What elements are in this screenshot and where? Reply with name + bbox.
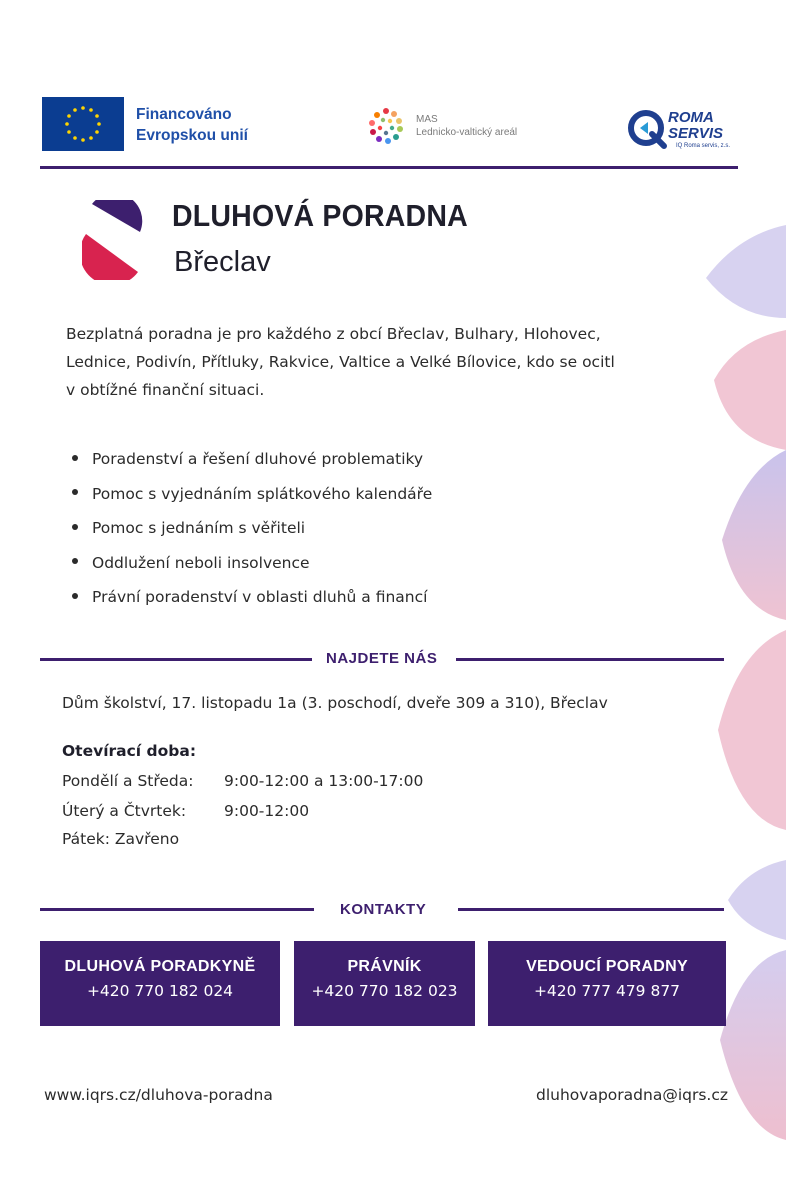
list-item	[72, 511, 432, 546]
contact-role: DLUHOVÁ PORADKYNĚ	[64, 958, 256, 975]
contacts-divider-right	[458, 908, 724, 911]
eu-line-1: Financováno	[136, 106, 232, 123]
hours-days: Pátek: Zavřeno	[62, 830, 180, 848]
address: Dům školství, 17. listopadu 1a (3. poschodí, dveře 309 a 310), Břeclav	[62, 694, 608, 712]
contact-role: PRÁVNÍK	[347, 958, 422, 975]
eu-flag-icon	[42, 97, 124, 151]
find-us-heading: NAJDETE NÁS	[326, 650, 438, 667]
contact-role: VEDOUCÍ PORADNY	[526, 958, 688, 975]
service-text: Právní poradenství v oblasti dluhů a financí	[92, 588, 428, 606]
contact-card-head	[488, 941, 726, 1026]
contacts-heading: KONTAKTY	[340, 901, 427, 918]
deco-shape-6	[720, 950, 786, 1140]
list-item	[72, 580, 432, 615]
service-text: Poradenství a řešení dluhové problematiky	[92, 450, 424, 468]
deco-shape-2	[714, 330, 786, 450]
deco-shape-3	[722, 450, 786, 620]
mas-line-1: MAS	[416, 114, 438, 125]
eu-line-2: Evropskou unií	[136, 127, 248, 144]
dluhova-poradna-logo-icon	[82, 200, 144, 280]
eu-funding-label	[136, 104, 248, 146]
mas-line-2: Lednicko-valtický areál	[416, 127, 518, 138]
service-text: Oddlužení neboli insolvence	[92, 553, 310, 572]
services-list	[72, 442, 432, 615]
deco-shape-4	[718, 630, 786, 830]
list-item	[72, 546, 432, 581]
roma-line-1: ROMA	[668, 109, 714, 126]
bullet-icon	[72, 558, 78, 564]
header-divider	[40, 166, 738, 169]
contact-card-debt-advisor	[40, 941, 280, 1026]
roma-servis-logo-icon	[626, 108, 670, 152]
hours-row-tue-thu	[62, 802, 310, 820]
find-us-divider-left	[40, 658, 312, 661]
page-subtitle: Břeclav	[174, 246, 271, 278]
contacts-divider-left	[40, 908, 314, 911]
roma-line-2: SERVIS	[668, 125, 724, 142]
service-text: Pomoc s vyjednáním splátkového kalendáře	[92, 484, 433, 503]
bullet-icon	[72, 455, 78, 461]
contact-phone[interactable]: +420 777 479 877	[533, 982, 681, 1000]
intro-line-2: Lednice, Podivín, Přítluky, Rakvice, Valtice a Velké Bílovice, kdo se ocitl	[66, 353, 615, 371]
find-us-divider-right	[456, 658, 724, 661]
email-link[interactable]: dluhovaporadna@iqrs.cz	[536, 1086, 728, 1104]
intro-line-1: Bezplatná poradna je pro každého z obcí Břeclav, Bulhary, Hlohovec,	[66, 325, 601, 343]
contact-phone[interactable]: +420 770 182 024	[86, 982, 234, 1000]
deco-shape-1	[706, 225, 786, 318]
bullet-icon	[72, 524, 78, 530]
contact-phone[interactable]: +420 770 182 023	[311, 982, 458, 1000]
list-item	[72, 477, 432, 512]
roma-servis-sublabel: IQ Roma servis, z.s.	[676, 143, 731, 149]
hours-row-fri	[62, 830, 179, 848]
bullet-icon	[72, 489, 78, 495]
contact-card-lawyer	[294, 941, 475, 1026]
hours-time: 9:00-12:00 a 13:00-17:00	[224, 772, 424, 790]
hours-days: Úterý a Čtvrtek:	[62, 802, 187, 820]
intro-line-3: v obtížné finanční situaci.	[66, 381, 265, 399]
hours-time: 9:00-12:00	[224, 802, 310, 820]
roma-servis-label	[668, 110, 723, 142]
page-title: DLUHOVÁ PORADNA	[172, 198, 468, 233]
intro-paragraph	[66, 320, 676, 404]
deco-shape-5	[728, 860, 786, 940]
website-link[interactable]: www.iqrs.cz/dluhova-poradna	[44, 1086, 273, 1104]
bullet-icon	[72, 593, 78, 599]
mas-logo-icon	[366, 106, 406, 146]
list-item	[72, 442, 432, 477]
hours-days: Pondělí a Středa:	[62, 772, 194, 790]
service-text: Pomoc s jednáním s věřiteli	[92, 519, 306, 537]
mas-label	[416, 113, 517, 139]
hours-row-mon-wed	[62, 772, 424, 790]
opening-hours-title: Otevírací doba:	[62, 742, 197, 760]
